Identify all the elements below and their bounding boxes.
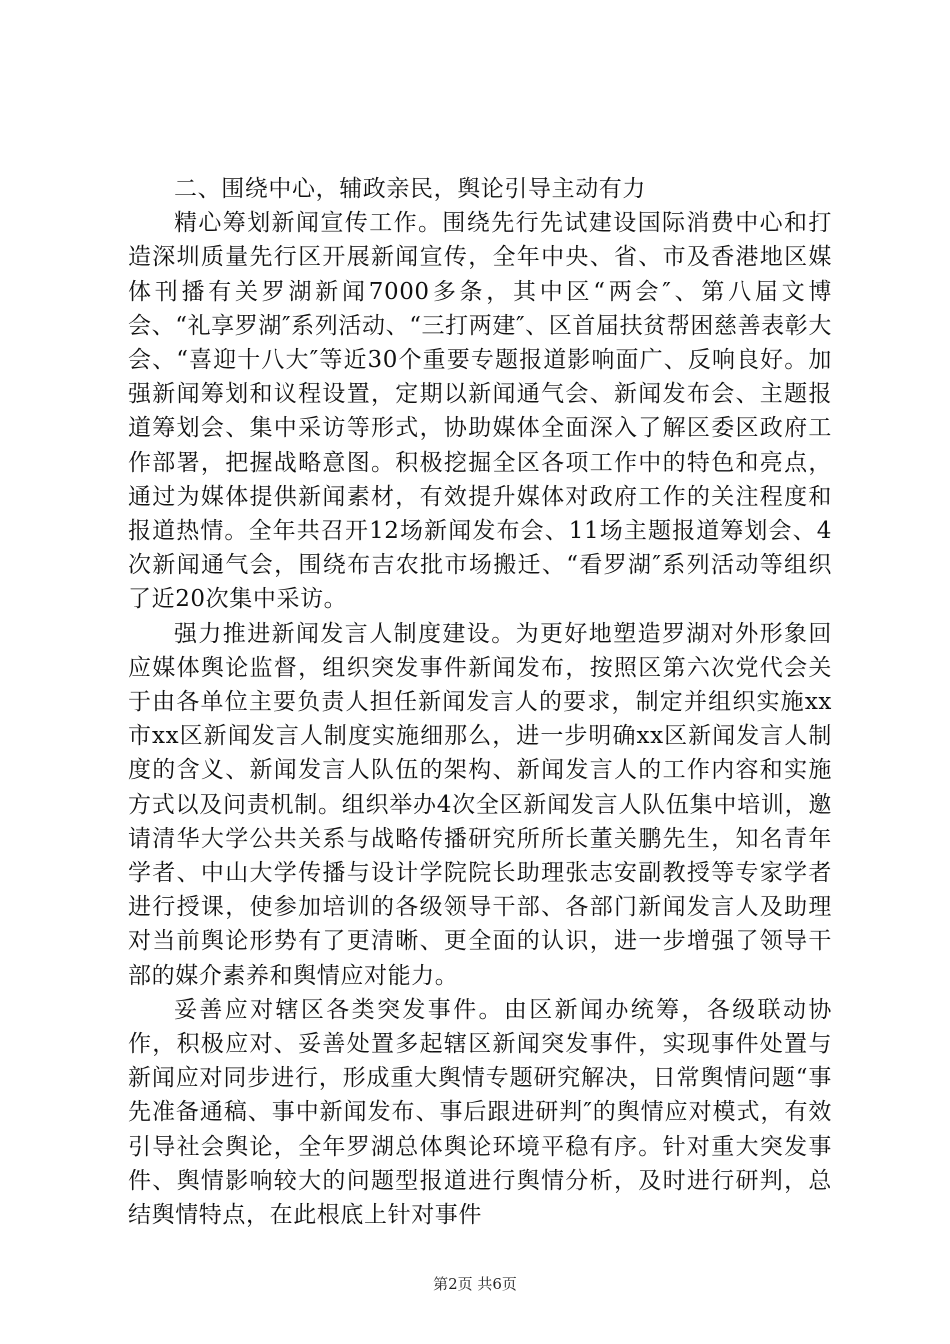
document-body: [128, 172, 832, 1232]
section-heading: 二、围绕中心，辅政亲民，舆论引导主动有力: [174, 176, 646, 202]
paragraph-emergency-response: 妥善应对辖区各类突发事件。由区新闻办统筹，各级联动协作，积极应对、妥善处置多起辖区新闻突发事件，实现事件处置与新闻应对同步进行，形成重大舆情专题研究解决，日常舆情问题“事先准备通稿、事中新闻发布、事后跟进研判″的舆情应对模式，有效引导社会舆论，全年罗湖总体舆论环境平稳有序。针对重大突发事件、舆情影响较大的问题型报道进行舆情分析，及时进行研判，总结舆情特点，在此根底上针对事件: [128, 996, 832, 1229]
paragraph-spokesperson-system: 强力推进新闻发言人制度建设。为更好地塑造罗湖对外形象回应媒体舆论监督，组织突发事件新闻发布，按照区第六次党代会关于由各单位主要负责人担任新闻发言人的要求，制定并组织实施xx市xx区新闻发言人制度实施细那么，进一步明确xx区新闻发言人制度的含义、新闻发言人队伍的架构、新闻发言人的工作内容和实施方式以及问责机制。组织举办4次全区新闻发言人队伍集中培训，邀请清华大学公共关系与战略传播研究所所长董关鹏先生，知名青年学者、中山大学传播与设计学院院长助理张志安副教授等专家学者进行授课，使参加培训的各级领导干部、各部门新闻发言人及助理对当前舆论形势有了更清晰、更全面的认识，进一步增强了领导干部的媒介素养和舆情应对能力。: [128, 620, 832, 989]
paragraph-news-publicity: 精心筹划新闻宣传工作。围绕先行先试建设国际消费中心和打造深圳质量先行区开展新闻宣传，全年中央、省、市及香港地区媒体刊播有关罗湖新闻7000多条，其中区“两会″、第八届文博会、“礼享罗湖″系列活动、“三打两建″、区首届扶贫帮困慈善表彰大会、“喜迎十八大″等近30个重要专题报道影响面广、反响良好。加强新闻筹划和议程设置，定期以新闻通气会、新闻发布会、主题报道筹划会、集中采访等形式，协助媒体全面深入了解区委区政府工作部署，把握战略意图。积极挖掘全区各项工作中的特色和亮点，通过为媒体提供新闻素材，有效提升媒体对政府工作的关注程度和报道热情。全年共召开12场新闻发布会、11场主题报道筹划会、4次新闻通气会，围绕布吉农批市场搬迁、“看罗湖″系列活动等组织了近20次集中采访。: [128, 210, 832, 613]
page-footer: 第2页 共6页: [433, 1275, 517, 1293]
